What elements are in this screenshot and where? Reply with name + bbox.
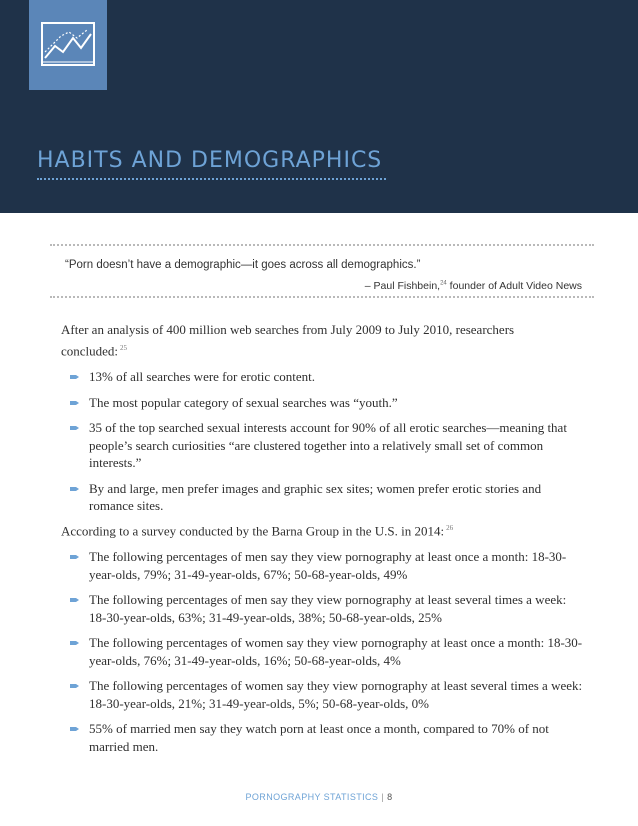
pencil-bullet-icon (70, 640, 79, 646)
header-banner (0, 0, 638, 213)
list-item: The following percentages of men say they view pornography at least several times a week: 18-30-year-olds, 63%; 31-49-year-olds, 38%; 50-68-year-olds, 25% (0, 591, 638, 626)
page-footer (0, 792, 638, 802)
pencil-bullet-icon (70, 374, 79, 380)
pencil-bullet-icon (70, 554, 79, 560)
quote-attribution (365, 280, 582, 292)
quote-bottom-divider (50, 296, 594, 298)
intro-paragraph (61, 320, 581, 360)
page-title: HABITS AND DEMOGRAPHICS (37, 148, 383, 173)
list-item: The following percentages of women say they view pornography at least once a month: 18-30-year-olds, 76%; 31-49-year-olds, 16%; 50-68-year-olds, 4% (0, 634, 638, 669)
list-item: 35 of the top searched sexual interests account for 90% of all erotic searches—meaning that people’s search curiosities “are clustered together into a relatively small set of common interests.” (0, 419, 638, 472)
logo-tab (29, 0, 107, 90)
list-item: By and large, men prefer images and graphic sex sites; women prefer erotic stories and romance sites. (0, 480, 638, 515)
intro-text: After an analysis of 400 million web searches from July 2009 to July 2010, researchers concluded: (61, 322, 515, 359)
pencil-bullet-icon (70, 400, 79, 406)
survey-findings-list (0, 548, 638, 755)
footer-title: PORNOGRAPHY STATISTICS (245, 792, 379, 802)
footer-separator: | (381, 792, 385, 802)
list-item: 55% of married men say they watch porn at least once a month, compared to 70% of not married men. (0, 720, 638, 755)
list-item: 13% of all searches were for erotic content. (0, 368, 638, 386)
pencil-bullet-icon (70, 486, 79, 492)
pencil-bullet-icon (70, 597, 79, 603)
survey-paragraph (61, 519, 581, 540)
mountain-chart-icon (41, 22, 95, 66)
pencil-bullet-icon (70, 683, 79, 689)
pencil-bullet-icon (70, 726, 79, 732)
survey-text: According to a survey conducted by the Barna Group in the U.S. in 2014: (61, 523, 445, 539)
footnote-ref: 25 (120, 344, 128, 352)
quote-top-divider (50, 244, 594, 246)
attribution-name: – Paul Fishbein, (364, 280, 441, 292)
list-item: The most popular category of sexual searches was “youth.” (0, 394, 638, 412)
pencil-bullet-icon (70, 425, 79, 431)
pull-quote: “Porn doesn’t have a demographic—it goes across all demographics.” (65, 259, 421, 271)
page-number: 8 (387, 792, 393, 802)
list-item: The following percentages of women say they view pornography at least several times a week: 18-30-year-olds, 21%; 31-49-year-olds, 5%; 50-68-year-olds, 0% (0, 677, 638, 712)
title-underline (37, 178, 386, 180)
footnote-ref: 24 (440, 280, 447, 287)
attribution-role: founder of Adult Video News (446, 280, 582, 292)
list-item: The following percentages of men say they view pornography at least once a month: 18-30-year-olds, 79%; 31-49-year-olds, 67%; 50-68-year-olds, 49% (0, 548, 638, 583)
footnote-ref: 26 (446, 524, 454, 532)
search-findings-list (0, 368, 638, 515)
